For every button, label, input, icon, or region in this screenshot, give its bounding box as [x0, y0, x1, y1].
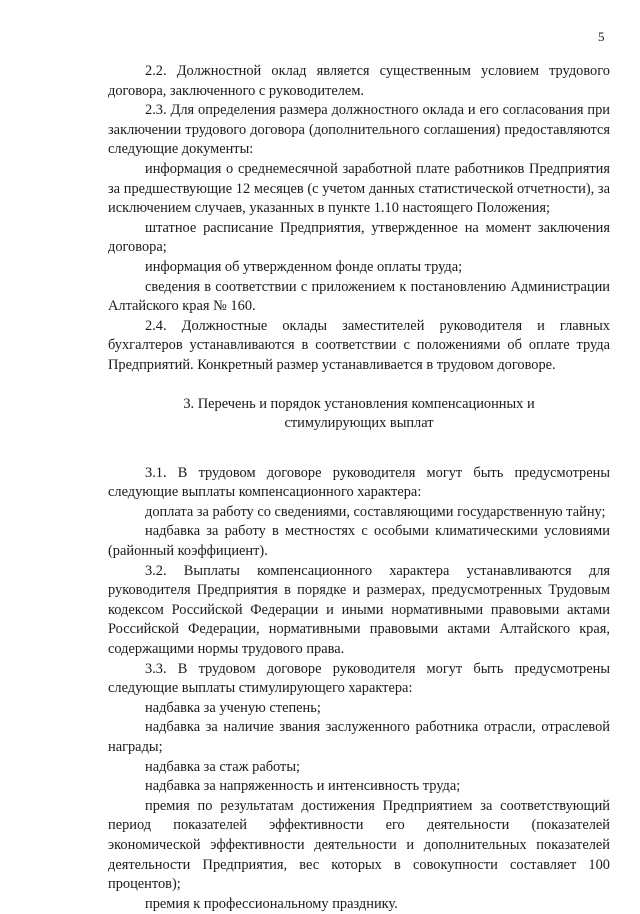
- section-heading-line-1: 3. Перечень и порядок установления компенсационных и: [183, 395, 535, 412]
- list-item: надбавка за ученую степень;: [145, 699, 321, 716]
- list-item: надбавка за работу в местностях с особыми климатическими условиями (районный коэффициент).: [108, 523, 610, 560]
- list-item: доплата за работу со сведениями, составляющими государственную тайну;: [145, 503, 606, 520]
- paragraph-3-3: 3.3. В трудовом договоре руководителя могут быть предусмотрены следующие выплаты стимулирующего характера:: [108, 660, 610, 697]
- list-item: штатное расписание Предприятия, утвержденное на момент заключения договора;: [108, 219, 610, 256]
- paragraph-3-1: 3.1. В трудовом договоре руководителя могут быть предусмотрены следующие выплаты компенсационного характера:: [108, 464, 610, 501]
- list-item: информация об утвержденном фонде оплаты труда;: [145, 258, 463, 275]
- page-number: 5: [598, 29, 605, 44]
- paragraph-3-2: 3.2. Выплаты компенсационного характера устанавливаются для руководителя Предприятия в порядке и размерах, предусмотренных Трудовым кодексом Российской Федерации и иными нормативными правовыми актами Российской Федерации, нормативными правовыми актами Алтайского края, содержащими нормы трудового права.: [108, 562, 610, 658]
- list-item: премия к профессиональному празднику.: [145, 895, 398, 912]
- paragraph-2-2: 2.2. Должностной оклад является существенным условием трудового договора, заключенного с руководителем.: [108, 63, 610, 99]
- paragraph-2-3: 2.3. Для определения размера должностного оклада и его согласования при заключении трудового договора (дополнительного соглашения) предоставляются следующие документы:: [108, 102, 610, 158]
- document-body: [108, 62, 610, 914]
- paragraph-2-4: 2.4. Должностные оклады заместителей руководителя и главных бухгалтеров устанавливаются в соответствии с положениями об оплате труда Предприятий. Конкретный размер устанавливается в трудовом договоре.: [108, 317, 610, 373]
- list-item: премия по результатам достижения Предприятием за соответствующий период показателей эффективности его деятельности (показателей экономической эффективности деятельности и дополнительных показателей деятельности Предприятия, вес которых в совокупности составляет 100 процентов);: [108, 797, 610, 893]
- list-item: надбавка за стаж работы;: [145, 758, 300, 775]
- list-item: информация о среднемесячной заработной плате работников Предприятия за предшествующие 12 месяцев (с учетом данных статистической отчетности), за исключением случаев, указанных в пункте 1.10 настоящего Положения;: [108, 160, 610, 217]
- section-heading: [108, 395, 610, 434]
- list-item: сведения в соответствии с приложением к постановлению Администрации Алтайского края № 160.: [108, 278, 610, 315]
- section-heading-line-2: стимулирующих выплат: [284, 415, 434, 432]
- list-item: надбавка за напряженность и интенсивность труда;: [145, 778, 461, 795]
- list-item: надбавка за наличие звания заслуженного работника отрасли, отраслевой награды;: [108, 719, 610, 755]
